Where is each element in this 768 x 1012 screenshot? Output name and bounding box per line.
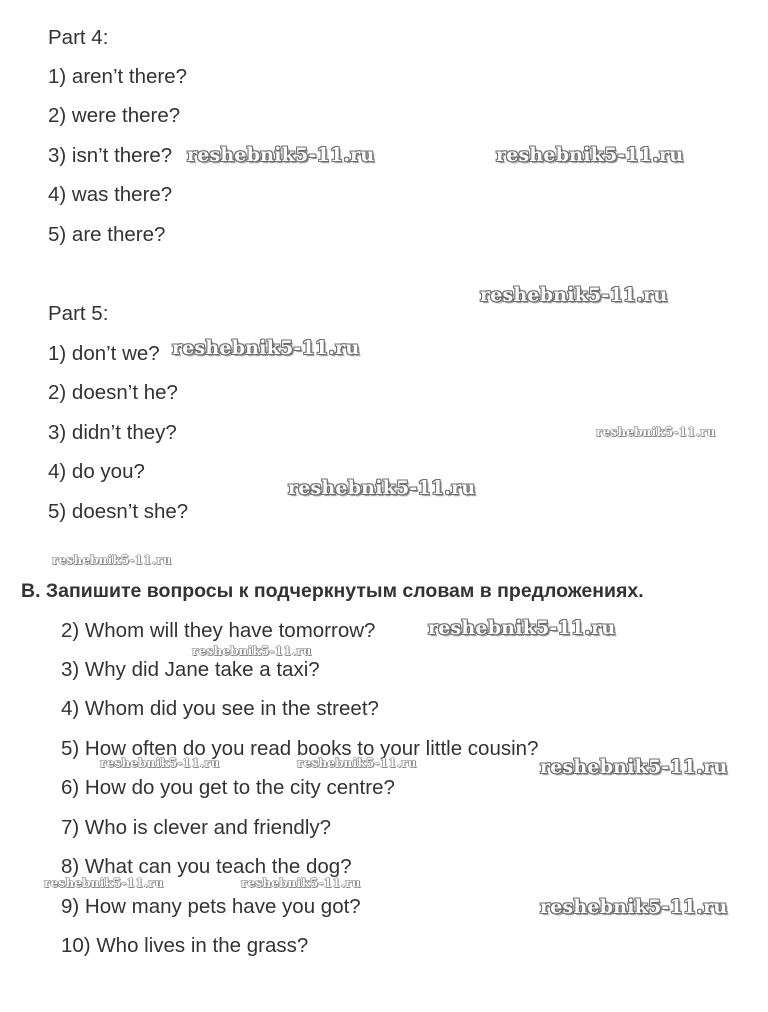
watermark: reshebnik5-11.ru: [52, 553, 172, 567]
watermark: reshebnik5-11.ru: [297, 756, 417, 770]
part4-item-2: 2) were there?: [48, 104, 181, 127]
watermark: reshebnik5-11.ru: [100, 756, 220, 770]
watermark: reshebnik5-11.ru: [172, 337, 360, 359]
part5-title: Part 5:: [48, 302, 109, 325]
section-b-item-3: 3) Why did Jane take a taxi?: [61, 658, 320, 681]
watermark: reshebnik5-11.ru: [540, 896, 728, 918]
watermark: reshebnik5-11.ru: [187, 144, 375, 166]
watermark: reshebnik5-11.ru: [288, 477, 476, 499]
part4-item-1: 1) aren’t there?: [48, 65, 188, 88]
watermark: reshebnik5-11.ru: [428, 617, 616, 639]
section-b-item-10: 10) Who lives in the grass?: [61, 934, 309, 957]
part4-item-4: 4) was there?: [48, 183, 173, 206]
watermark: reshebnik5-11.ru: [480, 284, 668, 306]
part4-item-5: 5) are there?: [48, 223, 166, 246]
part4-title: Part 4:: [48, 26, 109, 49]
section-b-item-4: 4) Whom did you see in the street?: [61, 697, 379, 720]
part4-item-3: 3) isn’t there?: [48, 144, 173, 167]
part5-item-4: 4) do you?: [48, 460, 145, 483]
section-b-item-6: 6) How do you get to the city centre?: [61, 776, 395, 799]
watermark: reshebnik5-11.ru: [241, 876, 361, 890]
watermark: reshebnik5-11.ru: [540, 756, 728, 778]
section-b-item-8: 8) What can you teach the dog?: [61, 855, 352, 878]
watermark: reshebnik5-11.ru: [192, 644, 312, 658]
section-b-item-7: 7) Who is clever and friendly?: [61, 816, 332, 839]
section-b-item-5: 5) How often do you read books to your little cousin?: [61, 737, 539, 760]
section-b-item-2: 2) Whom will they have tomorrow?: [61, 619, 376, 642]
section-b-heading: B. Запишите вопросы к подчеркнутым словам в предложениях.: [21, 580, 644, 602]
watermark: reshebnik5-11.ru: [44, 876, 164, 890]
watermark: reshebnik5-11.ru: [596, 425, 716, 439]
part5-item-5: 5) doesn’t she?: [48, 500, 189, 523]
part5-item-1: 1) don’t we?: [48, 342, 160, 365]
part5-item-2: 2) doesn’t he?: [48, 381, 178, 404]
part5-item-3: 3) didn’t they?: [48, 421, 177, 444]
watermark: reshebnik5-11.ru: [496, 144, 684, 166]
section-b-item-9: 9) How many pets have you got?: [61, 895, 361, 918]
